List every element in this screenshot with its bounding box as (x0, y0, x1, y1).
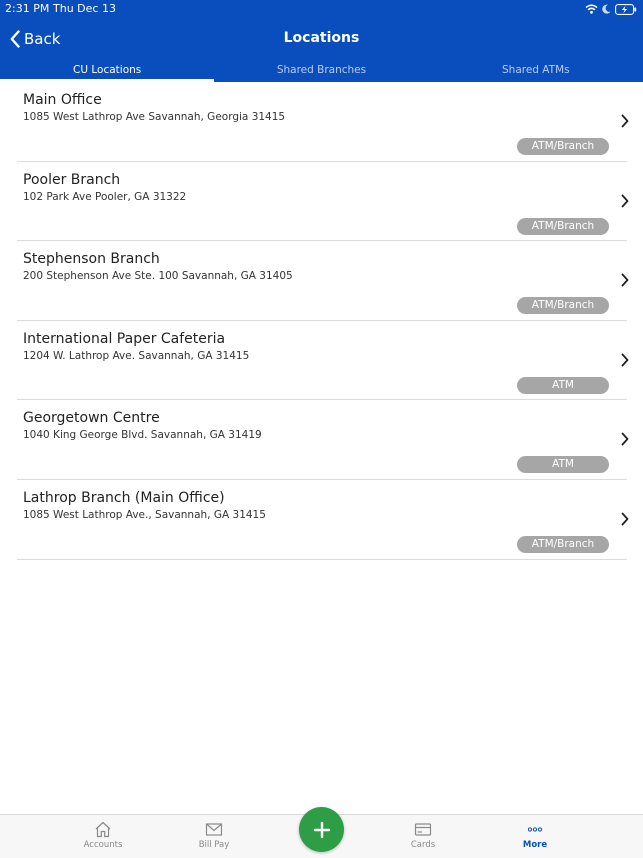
location-type-badge: ATM/Branch (517, 138, 609, 155)
list-item[interactable] (17, 480, 627, 560)
location-address: 1085 West Lathrop Ave Savannah, Georgia 31415 (23, 111, 286, 123)
location-type-badge: ATM (517, 377, 609, 394)
list-item[interactable] (17, 321, 627, 401)
chevron-right-icon (620, 432, 630, 446)
location-address: 200 Stephenson Ave Ste. 100 Savannah, GA 31405 (23, 270, 293, 283)
list-item[interactable] (17, 82, 627, 162)
location-name: Main Office (23, 92, 102, 108)
tab-more[interactable] (495, 821, 575, 850)
navigation-bar (0, 22, 643, 56)
tab-bill-pay[interactable] (174, 821, 254, 850)
chevron-right-icon (620, 353, 630, 367)
tab-accounts-label: Accounts (83, 840, 123, 850)
chevron-right-icon (620, 114, 630, 128)
location-name: Stephenson Branch (23, 251, 160, 268)
plus-icon (313, 821, 331, 839)
app-header (0, 0, 643, 82)
add-button[interactable] (299, 807, 344, 852)
status-bar (0, 0, 643, 18)
page-title: Locations (283, 30, 360, 46)
tab-bill-pay-label: Bill Pay (198, 840, 230, 850)
credit-card-icon (414, 821, 432, 838)
list-item[interactable] (17, 162, 627, 242)
location-address: 1204 W. Lathrop Ave. Savannah, GA 31415 (23, 349, 250, 362)
tab-shared-branches[interactable] (214, 60, 428, 82)
tab-label: Shared Branches (276, 64, 367, 76)
back-label: Back (24, 30, 61, 48)
tab-cu-locations[interactable] (0, 60, 214, 82)
location-type-badge: ATM/Branch (517, 297, 609, 314)
locations-list (0, 82, 643, 560)
tab-label: CU Locations (73, 64, 142, 76)
location-name: Pooler Branch (23, 171, 121, 188)
location-address: 1085 West Lathrop Ave., Savannah, GA 31415 (23, 508, 266, 521)
location-type-badge: ATM/Branch (517, 536, 609, 553)
location-tabs (0, 60, 643, 82)
battery-charging-icon (615, 4, 637, 15)
status-icons (585, 2, 637, 16)
chevron-right-icon (620, 273, 630, 287)
location-name: International Paper Cafeteria (23, 330, 226, 347)
location-type-badge: ATM/Branch (517, 218, 609, 235)
status-time: 2:31 PM (5, 2, 50, 15)
location-name: Lathrop Branch (Main Office) (23, 489, 225, 506)
envelope-icon (205, 821, 223, 838)
status-date: Thu Dec 13 (53, 2, 116, 15)
location-type-badge: ATM (517, 456, 609, 473)
moon-icon (602, 4, 611, 14)
tab-more-label: More (522, 840, 548, 850)
chevron-right-icon (620, 512, 630, 526)
location-address: 102 Park Ave Pooler, GA 31322 (23, 190, 187, 203)
location-address: 1040 King George Blvd. Savannah, GA 31419 (23, 429, 262, 442)
tab-label: Shared ATMs (502, 64, 570, 76)
location-name: Georgetown Centre (23, 410, 160, 427)
tab-cards[interactable] (383, 821, 463, 850)
tab-shared-atms[interactable] (429, 60, 643, 82)
chevron-right-icon (620, 194, 630, 208)
more-dots-icon (526, 821, 544, 838)
home-icon (94, 821, 112, 838)
list-item[interactable] (17, 400, 627, 480)
tab-accounts[interactable] (63, 821, 143, 850)
tab-cards-label: Cards (410, 840, 436, 850)
list-item[interactable] (17, 241, 627, 321)
wifi-icon (585, 4, 598, 14)
